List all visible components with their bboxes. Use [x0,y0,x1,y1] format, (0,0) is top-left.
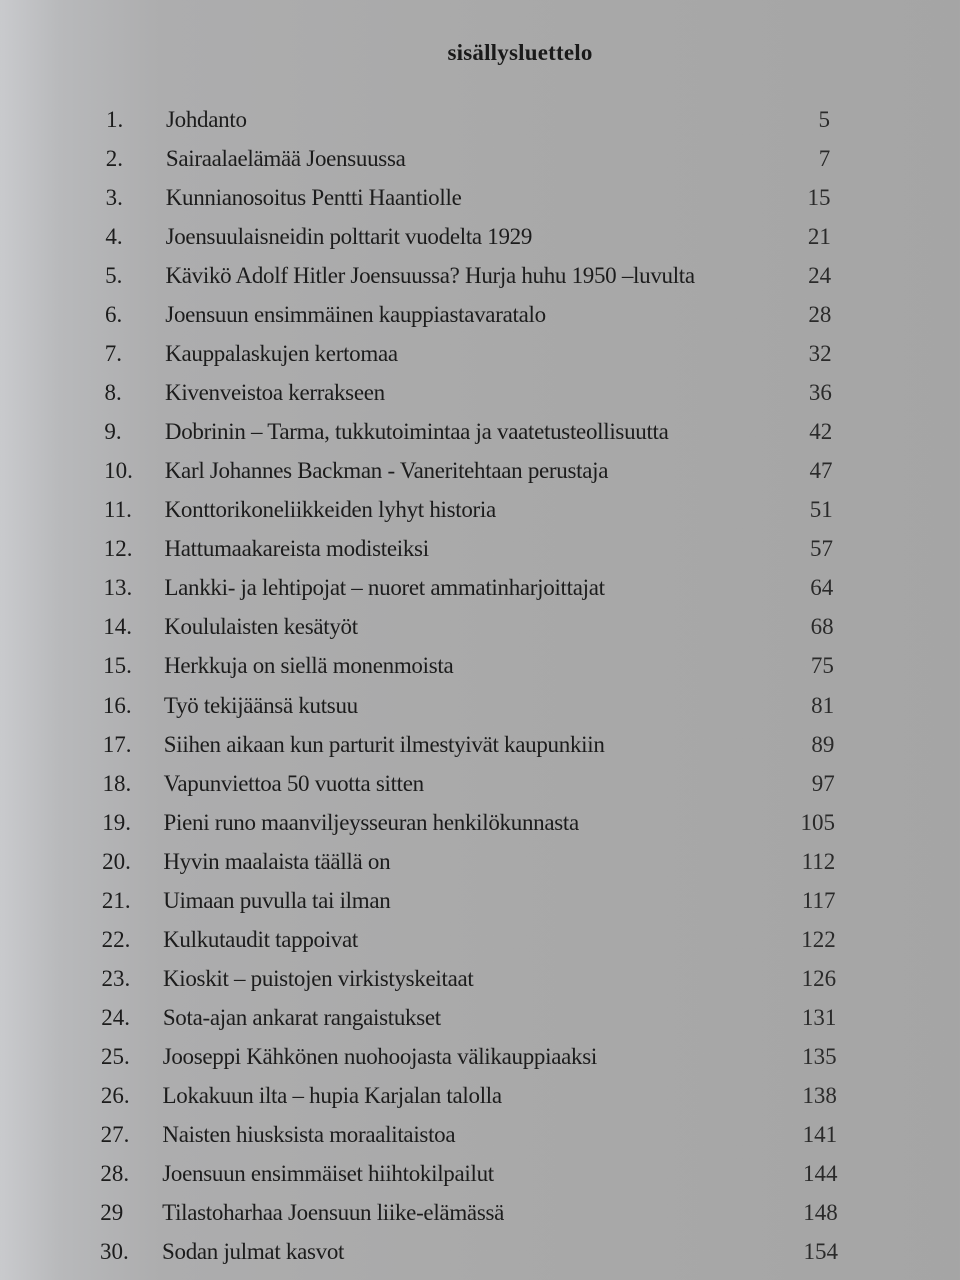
toc-entry-title: Kunnianosoitus Pentti Haantiolle [165,185,462,211]
toc-entry-title: Dobrinin – Tarma, tukkutoimintaa ja vaatetusteollisuutta [164,419,669,445]
toc-entry-page-number: 42 [809,419,833,445]
toc-entry-number: 12. [103,536,133,562]
toc-entry-title: Pieni runo maanviljeysseuran henkilökunnasta [163,809,579,835]
toc-entry-page-number: 28 [808,302,832,328]
toc-entry-page-number: 57 [810,536,834,562]
toc-entry-title: Koululaisten kesätyöt [164,614,358,640]
toc-entry [0,1237,960,1267]
toc-entry-page-number: 7 [818,146,831,172]
toc-entry [0,183,960,213]
toc-entry [0,1042,960,1072]
toc-entry [0,573,960,603]
toc-entry [0,261,960,291]
toc-entry-page-number: 51 [809,497,833,523]
toc-entry-number: 28. [100,1160,130,1186]
toc-entry-title: Kauppalaskujen kertomaa [165,341,398,367]
toc-entry-title: Sodan julmat kasvot [162,1239,345,1264]
toc-entry-number: 6. [104,302,123,328]
toc-entry-title: Joensuun ensimmäiset hiihtokilpailut [162,1160,494,1186]
toc-entry-page-number: 47 [809,458,833,484]
toc-entry-page-number: 135 [802,1043,837,1069]
toc-entry-page-number: 112 [801,848,836,874]
toc-entry [0,222,960,252]
toc-entry-page-number: 21 [807,224,831,250]
toc-entry [0,769,960,799]
toc-entry-number: 29 [100,1199,124,1225]
toc-entry-number: 24. [101,1004,130,1030]
toc-entry-number: 30. [100,1239,129,1264]
toc-entry-page-number: 64 [810,575,834,601]
toc-entry [0,105,960,135]
toc-entry-page-number: 97 [811,770,835,796]
toc-entry-page-number: 15 [807,185,831,211]
toc-entry [0,534,960,564]
toc-entry-number: 22. [101,926,131,952]
toc-entry-number: 4. [105,224,123,250]
toc-entry-title: Joensuulaisneidin polttarit vuodelta 1929 [165,224,533,250]
toc-entry-title: Kävikö Adolf Hitler Joensuussa? Hurja huhu 1950 –luvulta [165,263,695,289]
toc-entry [0,691,960,721]
toc-entry-page-number: 138 [802,1082,837,1108]
toc-entry [0,925,960,955]
toc-entry-page-number: 144 [802,1160,838,1186]
toc-entry-title: Kulkutaudit tappoivat [163,926,359,952]
toc-entry-number: 25. [101,1043,130,1069]
toc-entry-title: Vapunviettoa 50 vuotta sitten [163,770,424,796]
toc-entry [0,378,960,408]
toc-entry-title: Herkkuja on siellä monenmoista [164,653,454,679]
toc-entry-title: Siihen aikaan kun parturit ilmestyivät kaupunkiin [163,731,605,757]
toc-entry-page-number: 141 [802,1121,838,1147]
toc-entry-page-number: 126 [801,965,837,991]
toc-entry-number: 13. [103,575,133,601]
toc-entry-page-number: 5 [818,107,830,132]
toc-entry [0,730,960,760]
toc-entry-number: 2. [105,146,124,172]
toc-entry-title: Tilastoharhaa Joensuun liike-elämässä [162,1199,505,1225]
toc-entry-page-number: 131 [801,1004,837,1030]
toc-entry-number: 10. [104,458,133,484]
toc-entry [0,144,960,174]
toc-entry-number: 26. [100,1082,130,1108]
toc-entry-page-number: 24 [808,263,832,289]
toc-entry-number: 1. [106,107,124,132]
toc-entry-title: Joensuun ensimmäinen kauppiastavaratalo [165,302,546,328]
toc-entry-title: Työ tekijäänsä kutsuu [163,692,358,718]
toc-entry-number: 23. [101,965,131,991]
toc-entry-title: Johdanto [166,107,247,132]
toc-entry-number: 7. [104,341,122,367]
toc-entry-number: 18. [102,770,132,796]
toc-entry-page-number: 89 [811,731,835,757]
toc-entry-title: Kioskit – puistojen virkistyskeitaat [162,965,474,991]
toc-entry-page-number: 154 [803,1239,838,1264]
toc-entry-title: Naisten hiusksista moraalitaistoa [162,1121,456,1147]
toc-entry [0,808,960,838]
toc-entry-number: 8. [104,380,122,406]
toc-entry-page-number: 117 [801,887,836,913]
toc-entry-title: Sairaalaelämää Joensuussa [165,146,406,172]
toc-entry-title: Sota-ajan ankarat rangaistukset [162,1004,441,1030]
toc-entry [0,1159,960,1189]
toc-entry [0,612,960,642]
toc-entry [0,1081,960,1111]
toc-entry-number: 17. [102,731,132,757]
toc-entry-title: Hyvin maalaista täällä on [163,848,391,874]
toc-entry-number: 19. [102,809,132,835]
toc-entry-title: Uimaan puvulla tai ilman [163,887,391,913]
toc-entry-number: 21. [101,887,131,913]
toc-entry-page-number: 36 [808,380,832,406]
toc-entry-page-number: 32 [808,341,832,367]
toc-entry-page-number: 68 [810,614,834,640]
toc-entry-title: Konttorikoneliikkeiden lyhyt historia [164,497,496,523]
toc-entry [0,495,960,525]
toc-entry-title: Lankki- ja lehtipojat – nuoret ammatinharjoittajat [164,575,605,601]
toc-entry [0,964,960,994]
toc-entry-title: Karl Johannes Backman - Vaneritehtaan perustaja [164,458,609,484]
toc-entry-title: Kivenveistoa kerrakseen [165,380,385,406]
toc-entry [0,1003,960,1033]
toc-entry-number: 5. [105,263,123,289]
toc-entry-title: Hattumaakareista modisteiksi [164,536,429,562]
toc-entry-page-number: 105 [800,809,835,835]
toc-entry [0,1198,960,1228]
toc-entry-page-number: 148 [803,1199,838,1225]
toc-entry-title: Jooseppi Kähkönen nuohoojasta välikauppiaaksi [162,1043,597,1069]
toc-entry [0,886,960,916]
toc-entry-title: Lokakuun ilta – hupia Karjalan talolla [162,1082,502,1108]
toc-entry-number: 14. [103,614,133,640]
toc-entry-number: 27. [100,1121,130,1147]
toc-entry-page-number: 81 [811,692,835,718]
toc-entry-number: 20. [102,848,131,874]
toc-entry-number: 9. [104,419,122,445]
toc-entry [0,651,960,681]
toc-entry-number: 3. [105,185,123,211]
toc-entry [0,1120,960,1150]
toc-entry-number: 11. [103,497,132,523]
toc-entry [0,300,960,330]
toc-entry [0,456,960,486]
toc-entry-page-number: 75 [810,653,834,679]
toc-entry-number: 15. [103,653,132,679]
page-title: sisällysluettelo [447,40,593,65]
toc-entry-number: 16. [102,692,132,718]
toc-entry [0,417,960,447]
toc-entry-page-number: 122 [801,926,836,952]
toc-entry [0,847,960,877]
toc-entry [0,339,960,369]
